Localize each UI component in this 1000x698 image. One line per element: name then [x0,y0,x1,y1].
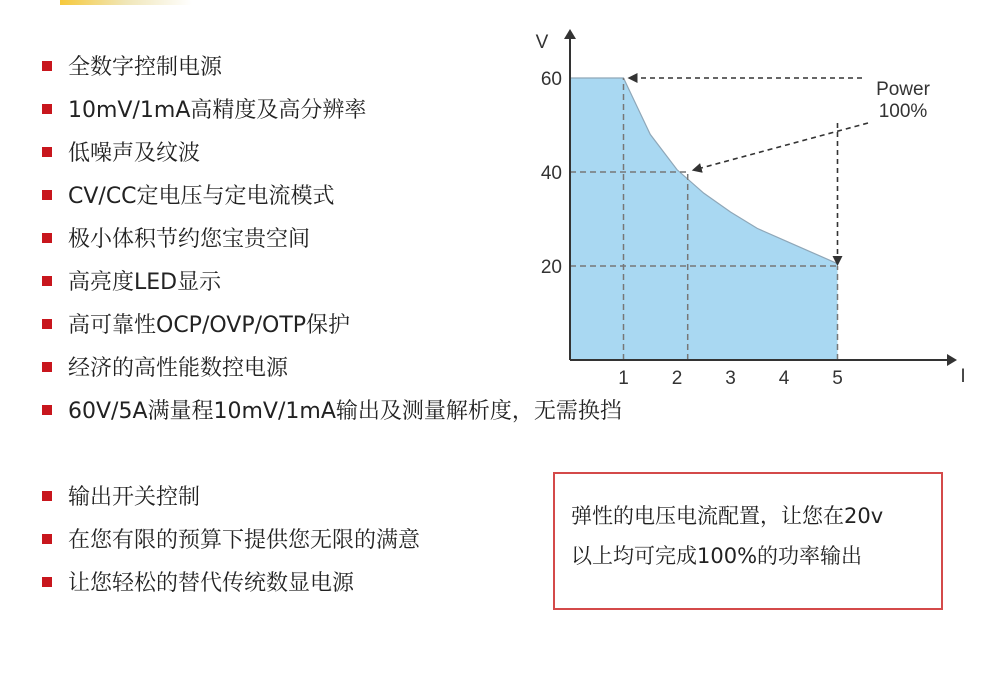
feature-text: 低噪声及纹波 [68,141,201,166]
feature-text: 极小体积节约您宝贵空间 [68,227,311,252]
callout-line-1: 弹性的电压电流配置，让您在20v [571,504,884,528]
feature-text: 高亮度LED显示 [68,270,222,295]
top-accent-bar [60,0,192,5]
bullet-square-icon [42,577,52,587]
bullet-square-icon [42,104,52,114]
x-tick-label: 2 [671,368,683,389]
feature-text: 让您轻松的替代传统数显电源 [68,571,355,596]
feature-item [36,390,668,476]
y-tick-label: 20 [540,257,562,278]
bullet-square-icon [42,405,52,415]
power-arrow-mid [694,123,868,170]
bullet-square-icon [42,534,52,544]
bullet-square-icon [42,276,52,286]
feature-text: 高可靠性OCP/OVP/OTP保护 [68,313,351,338]
feature-text: 10mV/1mA高精度及高分辨率 [68,98,367,123]
y-tick-label: 60 [540,69,562,90]
bullet-square-icon [42,491,52,501]
power-curve-chart [520,20,990,400]
y-tick-label: 40 [540,163,562,184]
x-tick-label: 5 [832,368,843,389]
x-tick-label: 4 [778,368,790,389]
x-tick-label: 3 [725,368,736,389]
x-axis-label: I [960,366,966,387]
feature-text: 60V/5A满量程10mV/1mA输出及测量解析度，无需换挡 [68,399,622,424]
power-curve-svg [520,20,990,400]
bullet-square-icon [42,190,52,200]
feature-text: CV/CC定电压与定电流模式 [68,184,335,209]
bullet-square-icon [42,233,52,243]
x-tick-label: 1 [618,368,629,389]
callout-line-2: 以上均可完成100%的功率输出 [571,544,863,568]
feature-text: 在您有限的预算下提供您无限的满意 [68,528,421,553]
feature-text: 全数字控制电源 [68,55,223,80]
power-area [570,78,838,360]
bullet-square-icon [42,61,52,71]
y-axis-label: V [535,32,549,53]
bullet-square-icon [42,362,52,372]
feature-text: 输出开关控制 [68,485,201,510]
bullet-square-icon [42,319,52,329]
bullet-square-icon [42,147,52,157]
feature-text: 经济的高性能数控电源 [68,356,289,381]
power-annotation-line-2: 100% [878,101,928,122]
power-annotation-line-1: Power [876,79,930,100]
callout-box [553,472,943,610]
